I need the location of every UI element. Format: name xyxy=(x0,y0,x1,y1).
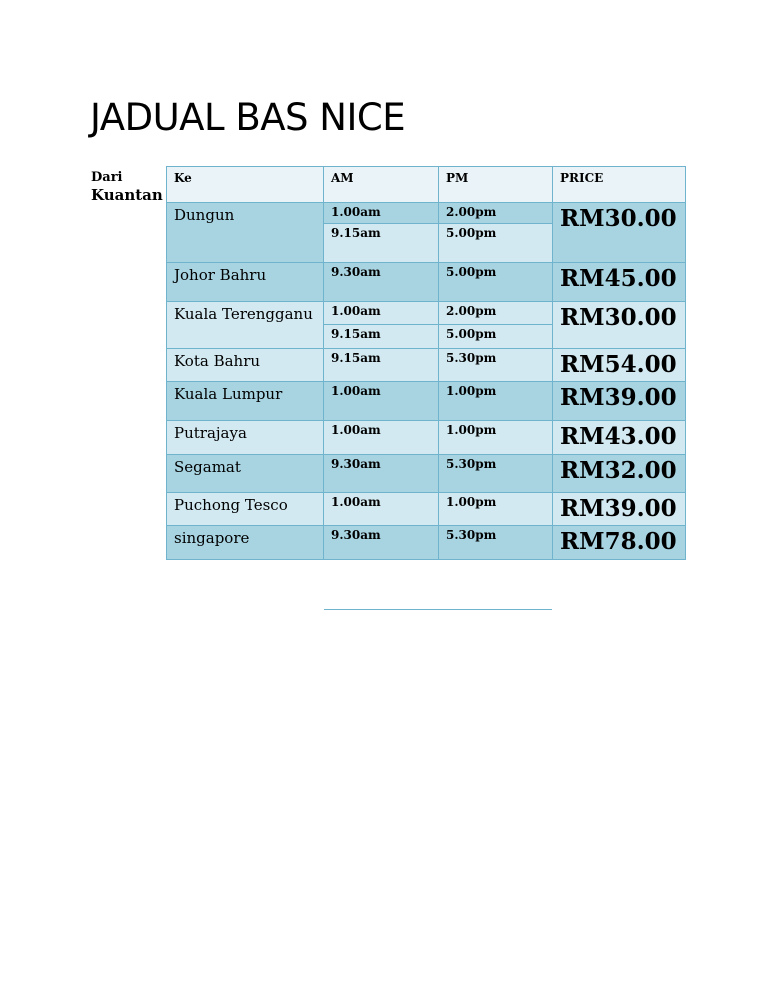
divider-line xyxy=(324,609,552,610)
page-title: JADUAL BAS NICE xyxy=(90,96,406,139)
pm-time: 5.00pm xyxy=(439,263,553,302)
from-label: Dari xyxy=(91,170,123,185)
header-to: Ke xyxy=(167,167,324,203)
table-row xyxy=(167,263,686,302)
pm-time: 2.00pm xyxy=(439,203,553,224)
destination-cell: Kuala Terengganu xyxy=(167,302,324,349)
table-row xyxy=(167,302,686,325)
pm-time: 5.30pm xyxy=(439,349,553,382)
price-cell: RM43.00 xyxy=(553,421,686,455)
am-time: 1.00am xyxy=(324,382,439,421)
am-time: 1.00am xyxy=(324,493,439,526)
destination-cell: Dungun xyxy=(167,203,324,263)
destination-cell: singapore xyxy=(167,526,324,560)
am-time: 9.30am xyxy=(324,263,439,302)
pm-time: 1.00pm xyxy=(439,382,553,421)
header-am: AM xyxy=(324,167,439,203)
am-time: 9.15am xyxy=(324,224,439,263)
header-price: PRICE xyxy=(553,167,686,203)
price-cell: RM39.00 xyxy=(553,382,686,421)
table-row xyxy=(167,349,686,382)
am-time: 9.30am xyxy=(324,455,439,493)
am-time: 9.15am xyxy=(324,349,439,382)
destination-cell: Kuala Lumpur xyxy=(167,382,324,421)
price-cell: RM78.00 xyxy=(553,526,686,560)
am-time: 1.00am xyxy=(324,302,439,325)
pm-time: 2.00pm xyxy=(439,302,553,325)
destination-cell: Segamat xyxy=(167,455,324,493)
from-value: Kuantan xyxy=(91,186,163,204)
table-header-row xyxy=(167,167,686,203)
price-cell: RM39.00 xyxy=(553,493,686,526)
table-row xyxy=(167,382,686,421)
table-row xyxy=(167,526,686,560)
destination-cell: Kota Bahru xyxy=(167,349,324,382)
am-time: 9.30am xyxy=(324,526,439,560)
price-cell: RM32.00 xyxy=(553,455,686,493)
price-cell: RM30.00 xyxy=(553,203,686,263)
table-row xyxy=(167,493,686,526)
destination-cell: Putrajaya xyxy=(167,421,324,455)
am-time: 1.00am xyxy=(324,203,439,224)
table-row xyxy=(167,421,686,455)
pm-time: 5.30pm xyxy=(439,455,553,493)
price-cell: RM30.00 xyxy=(553,302,686,349)
am-time: 9.15am xyxy=(324,325,439,349)
pm-time: 1.00pm xyxy=(439,421,553,455)
price-cell: RM45.00 xyxy=(553,263,686,302)
header-pm: PM xyxy=(439,167,553,203)
pm-time: 5.00pm xyxy=(439,325,553,349)
am-time: 1.00am xyxy=(324,421,439,455)
table-row xyxy=(167,455,686,493)
table-row xyxy=(167,203,686,224)
pm-time: 5.00pm xyxy=(439,224,553,263)
pm-time: 1.00pm xyxy=(439,493,553,526)
destination-cell: Puchong Tesco xyxy=(167,493,324,526)
bus-schedule-table xyxy=(166,166,686,560)
destination-cell: Johor Bahru xyxy=(167,263,324,302)
price-cell: RM54.00 xyxy=(553,349,686,382)
pm-time: 5.30pm xyxy=(439,526,553,560)
